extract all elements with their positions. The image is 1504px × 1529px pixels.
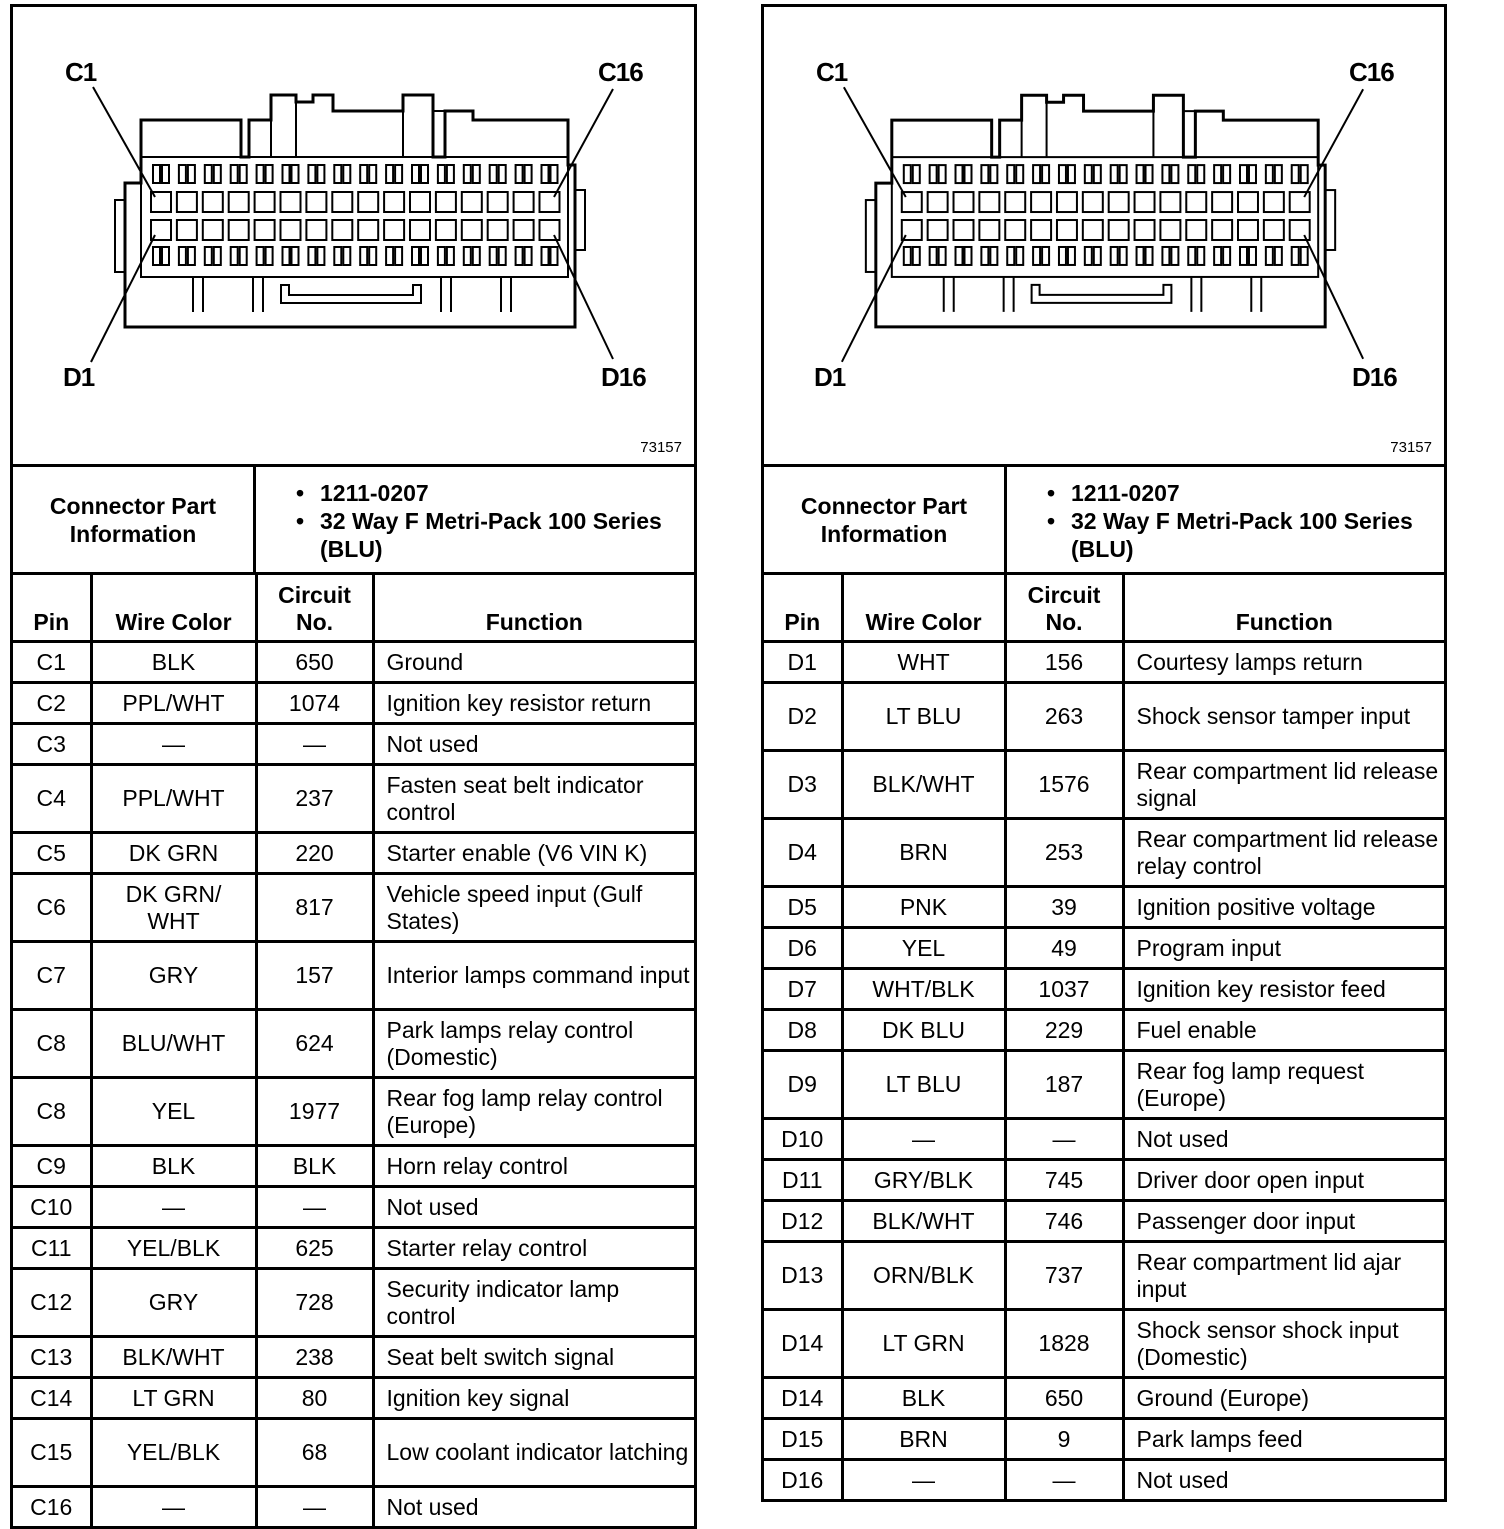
pin-cell: D7 bbox=[764, 969, 842, 1010]
table-row bbox=[13, 1337, 694, 1378]
function-cell: Rear fog lamp request (Europe) bbox=[1123, 1051, 1444, 1119]
circuit-cell: 187 bbox=[1005, 1051, 1123, 1119]
header-wire-color: Wire Color bbox=[842, 575, 1005, 642]
wire-color-cell: BLK bbox=[91, 642, 256, 683]
wire-color-cell: DK BLU bbox=[842, 1010, 1005, 1051]
circuit-cell: 1037 bbox=[1005, 969, 1123, 1010]
connector-part-info bbox=[13, 467, 694, 575]
header-function: Function bbox=[373, 575, 694, 642]
function-cell: Not used bbox=[373, 724, 694, 765]
header-circuit-no: Circuit No. bbox=[256, 575, 373, 642]
table-row bbox=[13, 942, 694, 1010]
circuit-cell: 728 bbox=[256, 1269, 373, 1337]
circuit-cell: 625 bbox=[256, 1228, 373, 1269]
function-cell: Not used bbox=[373, 1187, 694, 1228]
table-row bbox=[13, 1187, 694, 1228]
circuit-cell: 624 bbox=[256, 1010, 373, 1078]
function-cell: Ignition key resistor feed bbox=[1123, 969, 1444, 1010]
pin-cell: D4 bbox=[764, 819, 842, 887]
function-cell: Ground (Europe) bbox=[1123, 1378, 1444, 1419]
wire-color-cell: — bbox=[842, 1460, 1005, 1500]
figure-number: 73157 bbox=[640, 439, 682, 456]
function-cell: Fasten seat belt indicator control bbox=[373, 765, 694, 833]
table-row bbox=[764, 1051, 1444, 1119]
circuit-cell: 1828 bbox=[1005, 1310, 1123, 1378]
wire-color-cell: GRY/BLK bbox=[842, 1160, 1005, 1201]
table-row bbox=[764, 1460, 1444, 1500]
pin-cell: C11 bbox=[13, 1228, 91, 1269]
wire-color-cell: — bbox=[842, 1119, 1005, 1160]
label-bottom-right: D16 bbox=[601, 362, 646, 392]
wire-color-cell: PNK bbox=[842, 887, 1005, 928]
table-row bbox=[13, 1378, 694, 1419]
pin-cell: D2 bbox=[764, 683, 842, 751]
table-row bbox=[13, 1146, 694, 1187]
pin-cell: D15 bbox=[764, 1419, 842, 1460]
table-row bbox=[764, 642, 1444, 683]
table-row bbox=[764, 1242, 1444, 1310]
circuit-cell: BLK bbox=[256, 1146, 373, 1187]
function-cell: Rear compartment lid release relay control bbox=[1123, 819, 1444, 887]
function-cell: Not used bbox=[1123, 1119, 1444, 1160]
function-cell: Low coolant indicator latching bbox=[373, 1419, 694, 1487]
table-row bbox=[764, 1010, 1444, 1051]
pin-cell: D14 bbox=[764, 1310, 842, 1378]
table-row bbox=[13, 1228, 694, 1269]
pin-cell: D5 bbox=[764, 887, 842, 928]
label-top-right: C16 bbox=[1349, 57, 1394, 87]
circuit-cell: 746 bbox=[1005, 1201, 1123, 1242]
pin-cell: C16 bbox=[13, 1487, 91, 1527]
label-bottom-left: D1 bbox=[814, 362, 846, 392]
table-row bbox=[13, 724, 694, 765]
wire-color-cell: GRY bbox=[91, 942, 256, 1010]
circuit-cell: 80 bbox=[256, 1378, 373, 1419]
table-row bbox=[764, 887, 1444, 928]
function-cell: Starter enable (V6 VIN K) bbox=[373, 833, 694, 874]
table-row bbox=[764, 928, 1444, 969]
circuit-cell: 1576 bbox=[1005, 751, 1123, 819]
function-cell: Rear compartment lid ajar input bbox=[1123, 1242, 1444, 1310]
function-cell: Security indicator lamp control bbox=[373, 1269, 694, 1337]
wire-color-cell: LT GRN bbox=[91, 1378, 256, 1419]
table-row bbox=[13, 642, 694, 683]
table-row bbox=[13, 683, 694, 724]
label-bottom-left: D1 bbox=[63, 362, 95, 392]
wire-color-cell: LT BLU bbox=[842, 683, 1005, 751]
function-cell: Ignition key resistor return bbox=[373, 683, 694, 724]
circuit-cell: 650 bbox=[256, 642, 373, 683]
circuit-cell: — bbox=[256, 1187, 373, 1228]
function-cell: Vehicle speed input (Gulf States) bbox=[373, 874, 694, 942]
label-top-left: C1 bbox=[816, 57, 848, 87]
table-row bbox=[13, 833, 694, 874]
pin-cell: C14 bbox=[13, 1378, 91, 1419]
circuit-cell: — bbox=[1005, 1119, 1123, 1160]
table-header-row bbox=[13, 575, 694, 642]
pin-cell: C4 bbox=[13, 765, 91, 833]
table-row bbox=[764, 1310, 1444, 1378]
circuit-cell: — bbox=[256, 1487, 373, 1527]
pin-cell: C3 bbox=[13, 724, 91, 765]
connector-type: • 32 Way F Metri-Pack 100 Series (BLU) bbox=[1047, 507, 1444, 563]
circuit-cell: 220 bbox=[256, 833, 373, 874]
function-cell: Courtesy lamps return bbox=[1123, 642, 1444, 683]
circuit-cell: 737 bbox=[1005, 1242, 1123, 1310]
connector-info-label: Connector Part Information bbox=[764, 467, 1007, 572]
wire-color-cell: — bbox=[91, 1187, 256, 1228]
header-wire-color: Wire Color bbox=[91, 575, 256, 642]
table-row bbox=[764, 1119, 1444, 1160]
function-cell: Fuel enable bbox=[1123, 1010, 1444, 1051]
function-cell: Interior lamps command input bbox=[373, 942, 694, 1010]
wire-color-cell: BLK/WHT bbox=[91, 1337, 256, 1378]
connector-type: • 32 Way F Metri-Pack 100 Series (BLU) bbox=[296, 507, 694, 563]
function-cell: Ignition positive voltage bbox=[1123, 887, 1444, 928]
function-cell: Starter relay control bbox=[373, 1228, 694, 1269]
wire-color-cell: BLK bbox=[91, 1146, 256, 1187]
pin-cell: D3 bbox=[764, 751, 842, 819]
wire-color-cell: YEL/BLK bbox=[91, 1419, 256, 1487]
connector-part-info bbox=[764, 467, 1444, 575]
function-cell: Shock sensor tamper input bbox=[1123, 683, 1444, 751]
circuit-cell: 253 bbox=[1005, 819, 1123, 887]
right-connector-panel bbox=[761, 4, 1447, 1502]
pin-cell: C10 bbox=[13, 1187, 91, 1228]
wire-color-cell: YEL bbox=[842, 928, 1005, 969]
function-cell: Rear fog lamp relay control (Europe) bbox=[373, 1078, 694, 1146]
table-row bbox=[13, 1078, 694, 1146]
pin-cell: C7 bbox=[13, 942, 91, 1010]
circuit-cell: 745 bbox=[1005, 1160, 1123, 1201]
table-row bbox=[764, 1201, 1444, 1242]
pin-cell: D11 bbox=[764, 1160, 842, 1201]
circuit-cell: 156 bbox=[1005, 642, 1123, 683]
circuit-cell: — bbox=[256, 724, 373, 765]
circuit-cell: 1074 bbox=[256, 683, 373, 724]
pin-cell: D10 bbox=[764, 1119, 842, 1160]
wire-color-cell: PPL/WHT bbox=[91, 765, 256, 833]
pin-cell: C9 bbox=[13, 1146, 91, 1187]
header-function: Function bbox=[1123, 575, 1444, 642]
function-cell: Park lamps feed bbox=[1123, 1419, 1444, 1460]
wire-color-cell: — bbox=[91, 1487, 256, 1527]
table-row bbox=[13, 1487, 694, 1527]
label-top-right: C16 bbox=[598, 57, 643, 87]
circuit-cell: 238 bbox=[256, 1337, 373, 1378]
table-row bbox=[764, 819, 1444, 887]
wire-color-cell: GRY bbox=[91, 1269, 256, 1337]
circuit-cell: — bbox=[1005, 1460, 1123, 1500]
pin-cell: C8 bbox=[13, 1010, 91, 1078]
wire-color-cell: WHT bbox=[842, 642, 1005, 683]
pin-cell: C6 bbox=[13, 874, 91, 942]
function-cell: Park lamps relay control (Domestic) bbox=[373, 1010, 694, 1078]
circuit-cell: 39 bbox=[1005, 887, 1123, 928]
function-cell: Ignition key signal bbox=[373, 1378, 694, 1419]
connector-face-drawing bbox=[764, 7, 1444, 464]
wire-color-cell: ORN/BLK bbox=[842, 1242, 1005, 1310]
circuit-cell: 650 bbox=[1005, 1378, 1123, 1419]
pin-cell: D9 bbox=[764, 1051, 842, 1119]
pin-cell: C13 bbox=[13, 1337, 91, 1378]
wire-color-cell: LT GRN bbox=[842, 1310, 1005, 1378]
table-row bbox=[13, 1419, 694, 1487]
wire-color-cell: — bbox=[91, 724, 256, 765]
header-circuit-no: Circuit No. bbox=[1005, 575, 1123, 642]
pin-cell: D13 bbox=[764, 1242, 842, 1310]
wire-color-cell: BRN bbox=[842, 819, 1005, 887]
table-header-row bbox=[764, 575, 1444, 642]
table-row bbox=[13, 765, 694, 833]
connector-face-drawing bbox=[13, 7, 694, 464]
wire-color-cell: LT BLU bbox=[842, 1051, 1005, 1119]
pinout-table bbox=[13, 575, 694, 1526]
label-top-left: C1 bbox=[65, 57, 97, 87]
wire-color-cell: DK GRN bbox=[91, 833, 256, 874]
header-pin: Pin bbox=[13, 575, 91, 642]
part-number: • 1211-0207 bbox=[1047, 479, 1444, 507]
circuit-cell: 49 bbox=[1005, 928, 1123, 969]
pin-cell: C2 bbox=[13, 683, 91, 724]
table-row bbox=[13, 1269, 694, 1337]
table-row bbox=[764, 1160, 1444, 1201]
pin-cell: D6 bbox=[764, 928, 842, 969]
table-row bbox=[764, 683, 1444, 751]
function-cell: Seat belt switch signal bbox=[373, 1337, 694, 1378]
connector-info-label: Connector Part Information bbox=[13, 467, 256, 572]
function-cell: Not used bbox=[1123, 1460, 1444, 1500]
pin-cell: D1 bbox=[764, 642, 842, 683]
circuit-cell: 229 bbox=[1005, 1010, 1123, 1051]
pin-cell: C5 bbox=[13, 833, 91, 874]
pin-cell: C15 bbox=[13, 1419, 91, 1487]
wire-color-cell: BRN bbox=[842, 1419, 1005, 1460]
pin-cell: D14 bbox=[764, 1378, 842, 1419]
wire-color-cell: YEL/BLK bbox=[91, 1228, 256, 1269]
table-row bbox=[764, 969, 1444, 1010]
connector-diagram bbox=[13, 7, 694, 467]
part-number: • 1211-0207 bbox=[296, 479, 694, 507]
wire-color-cell: DK GRN/ WHT bbox=[91, 874, 256, 942]
function-cell: Horn relay control bbox=[373, 1146, 694, 1187]
function-cell: Not used bbox=[373, 1487, 694, 1527]
function-cell: Passenger door input bbox=[1123, 1201, 1444, 1242]
function-cell: Ground bbox=[373, 642, 694, 683]
table-row bbox=[764, 751, 1444, 819]
pin-cell: C1 bbox=[13, 642, 91, 683]
pin-cell: C8 bbox=[13, 1078, 91, 1146]
function-cell: Shock sensor shock input (Domestic) bbox=[1123, 1310, 1444, 1378]
table-row bbox=[13, 874, 694, 942]
pin-cell: D12 bbox=[764, 1201, 842, 1242]
function-cell: Rear compartment lid release signal bbox=[1123, 751, 1444, 819]
wire-color-cell: BLK/WHT bbox=[842, 1201, 1005, 1242]
wire-color-cell: YEL bbox=[91, 1078, 256, 1146]
pin-cell: C12 bbox=[13, 1269, 91, 1337]
wire-color-cell: BLK bbox=[842, 1378, 1005, 1419]
connector-info-values bbox=[256, 467, 694, 572]
connector-info-values bbox=[1007, 467, 1444, 572]
connector-diagram bbox=[764, 7, 1444, 467]
figure-number: 73157 bbox=[1390, 439, 1432, 456]
pin-cell: D16 bbox=[764, 1460, 842, 1500]
wire-color-cell: BLU/WHT bbox=[91, 1010, 256, 1078]
function-cell: Program input bbox=[1123, 928, 1444, 969]
circuit-cell: 237 bbox=[256, 765, 373, 833]
circuit-cell: 157 bbox=[256, 942, 373, 1010]
pin-cell: D8 bbox=[764, 1010, 842, 1051]
table-row bbox=[764, 1378, 1444, 1419]
wire-color-cell: BLK/WHT bbox=[842, 751, 1005, 819]
label-bottom-right: D16 bbox=[1352, 362, 1397, 392]
table-row bbox=[13, 1010, 694, 1078]
function-cell: Driver door open input bbox=[1123, 1160, 1444, 1201]
circuit-cell: 68 bbox=[256, 1419, 373, 1487]
table-row bbox=[764, 1419, 1444, 1460]
circuit-cell: 9 bbox=[1005, 1419, 1123, 1460]
circuit-cell: 263 bbox=[1005, 683, 1123, 751]
pinout-table bbox=[764, 575, 1444, 1499]
header-pin: Pin bbox=[764, 575, 842, 642]
wire-color-cell: PPL/WHT bbox=[91, 683, 256, 724]
wire-color-cell: WHT/BLK bbox=[842, 969, 1005, 1010]
left-connector-panel bbox=[10, 4, 697, 1529]
circuit-cell: 1977 bbox=[256, 1078, 373, 1146]
circuit-cell: 817 bbox=[256, 874, 373, 942]
